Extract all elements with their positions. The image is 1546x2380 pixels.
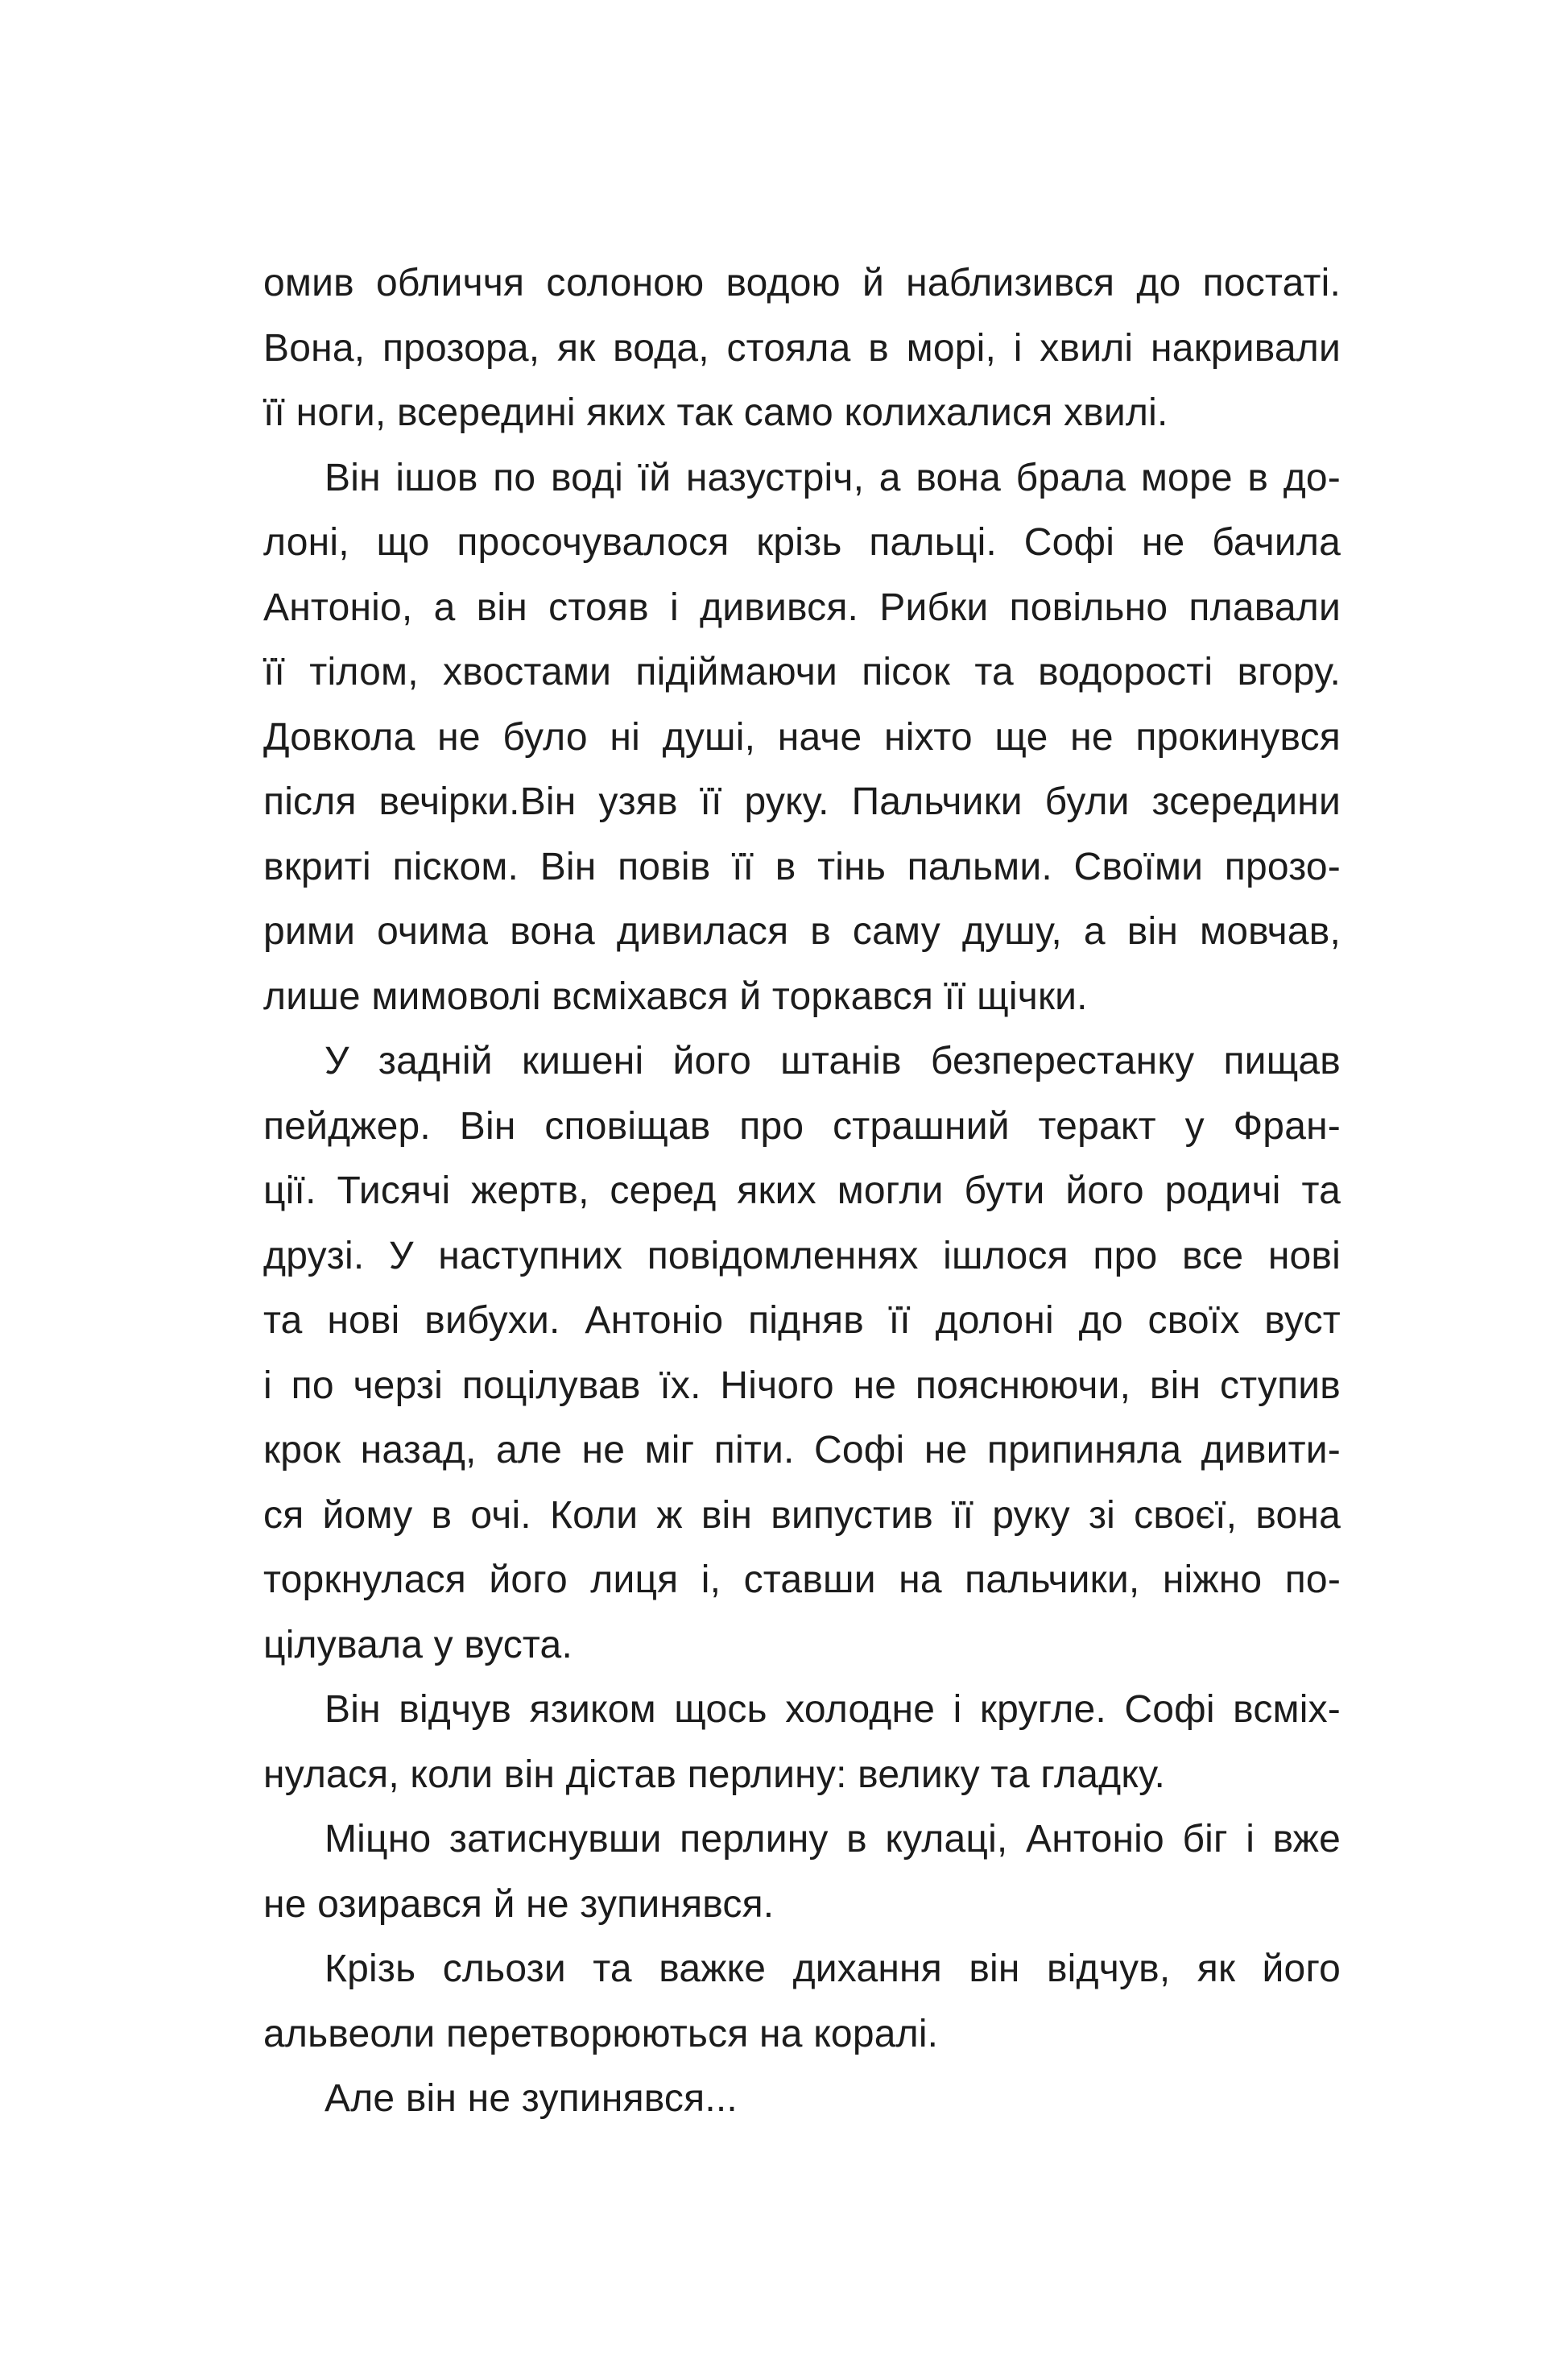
text-line: нулася, коли він дістав перлину: велику та гладку. [263,1753,1166,1796]
text-line: друзі. У наступних повідомленнях ішлося про все нові [263,1234,1341,1277]
text-line: торкнулася його лиця і, ставши на пальчики, ніжно по- [263,1558,1341,1601]
text-line: пейджер. Він сповіщав про страшний теракт у Фран- [263,1104,1341,1148]
text-line: Але він не зупинявся... [324,2077,738,2120]
text-line: У задній кишені його штанів безперестанку пищав [324,1040,1341,1082]
text-line: омив обличчя солоною водою й наблизився до постаті. [263,262,1341,304]
text-line: Вона, прозора, як вода, стояла в морі, і хвилі накривали [263,326,1341,370]
text-line: ся йому в очі. Коли ж він випустив її руку зі своєї, вона [263,1493,1341,1537]
text-line: цілувала у вуста. [263,1623,573,1666]
text-line: лоні, що просочувалося крізь пальці. Софі не бачила [263,521,1341,564]
text-line: та нові вибухи. Антоніо підняв її долоні до своїх вуст [263,1299,1341,1342]
text-line: Крізь сльози та важке дихання він відчув, як його [324,1947,1341,1990]
text-line: Міцно затиснувши перлину в кулаці, Антоніо біг і вже [324,1818,1341,1861]
text-line: альвеоли перетворюються на коралі. [263,2012,939,2055]
body-text [263,251,1341,2132]
text-line: вкриті піском. Він повів її в тінь пальми. Своїми прозо- [263,845,1341,888]
text-line: її тілом, хвостами підіймаючи пісок та водорості вгору. [263,651,1341,693]
text-line: Він відчув язиком щось холодне і кругле. Софі всміх- [324,1688,1341,1731]
text-line: рими очима вона дивилася в саму душу, а він мовчав, [263,910,1341,953]
text-line: лише мимоволі всміхався й торкався її щічки. [263,975,1088,1018]
text-line: не озирався й не зупинявся. [263,1882,775,1926]
text-line: після вечірки.Він узяв її руку. Пальчики були зсередини [263,780,1341,823]
text-line: її ноги, всередині яких так само колихалися хвилі. [263,391,1168,434]
text-line: крок назад, але не міг піти. Софі не припиняла дивити- [263,1429,1341,1471]
text-line: Довкола не було ні душі, наче ніхто ще не прокинувся [263,715,1341,759]
text-line: Він ішов по воді їй назустріч, а вона брала море в до- [324,456,1341,499]
text-line: Антоніо, а він стояв і дивився. Рибки повільно плавали [263,586,1341,629]
text-line: ції. Тисячі жертв, серед яких могли бути його родичі та [263,1169,1341,1212]
text-line: і по черзі поцілував їх. Нічого не пояснюючи, він ступив [263,1364,1341,1407]
